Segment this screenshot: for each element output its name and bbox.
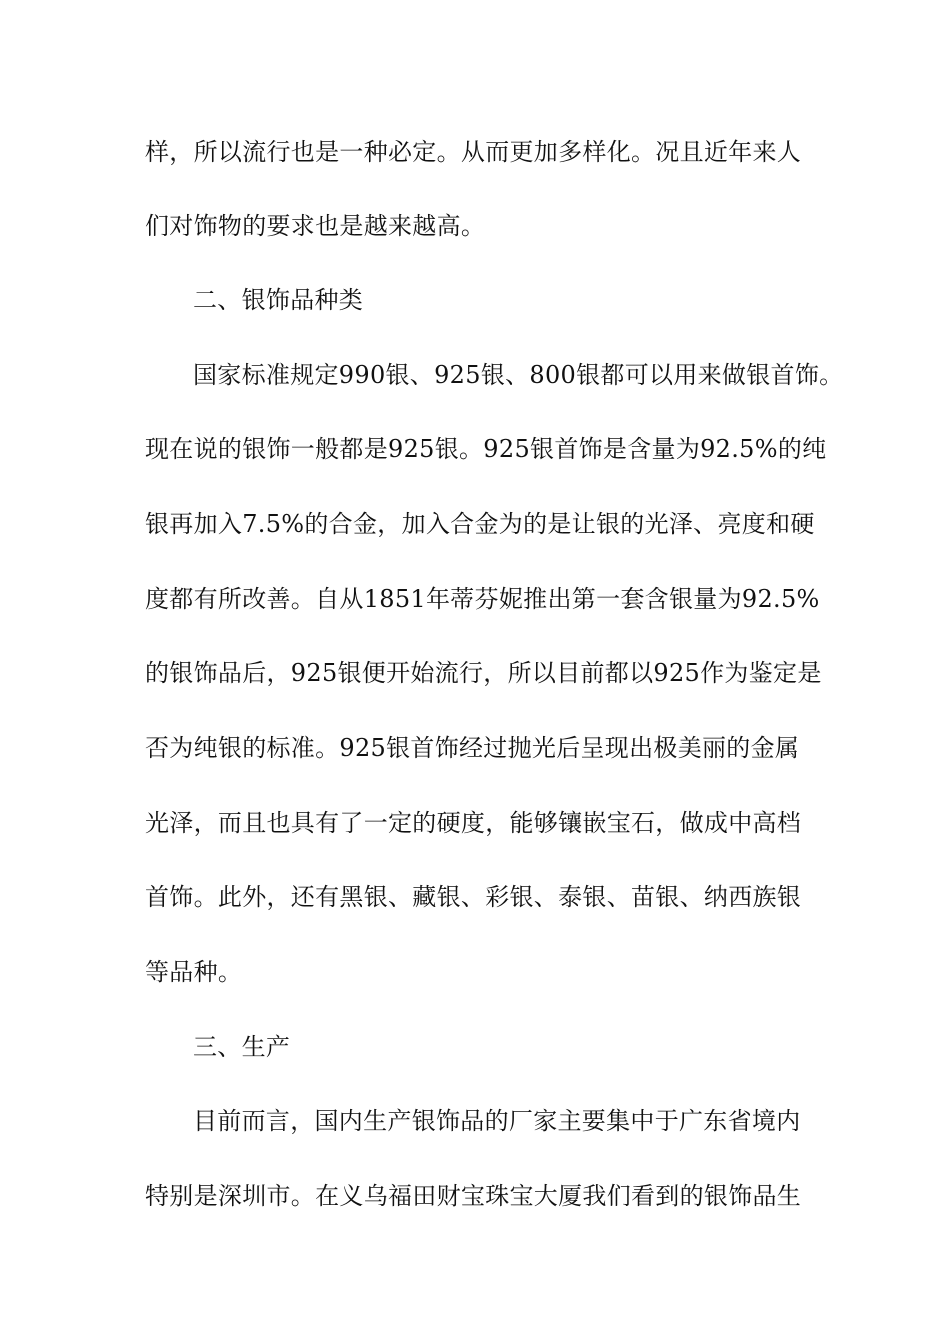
paragraph-line: 否为纯银的标准。925银首饰经过抛光后呈现出极美丽的金属 (145, 734, 800, 762)
paragraph-line: 们对饰物的要求也是越来越高。 (145, 212, 486, 240)
paragraph-line: 国家标准规定990银、925银、800银都可以用来做银首饰。 (193, 361, 844, 389)
paragraph-line: 首饰。此外，还有黑银、藏银、彩银、泰银、苗银、纳西族银 (145, 883, 802, 911)
paragraph-line: 目前而言，国内生产银饰品的厂家主要集中于广东省境内 (193, 1107, 801, 1135)
paragraph-line: 的银饰品后，925银便开始流行，所以目前都以925作为鉴定是 (145, 659, 822, 687)
section-heading: 三、生产 (193, 1033, 291, 1061)
paragraph-line: 度都有所改善。自从1851年蒂芬妮推出第一套含银量为92.5% (145, 585, 820, 613)
section-heading: 二、银饰品种类 (193, 286, 364, 314)
paragraph-line: 光泽，而且也具有了一定的硬度，能够镶嵌宝石，做成中高档 (145, 809, 802, 837)
paragraph-line: 样，所以流行也是一种必定。从而更加多样化。况且近年来人 (145, 138, 802, 166)
paragraph-line: 银再加入7.5%的合金，加入合金为的是让银的光泽、亮度和硬 (145, 510, 815, 538)
paragraph-line: 特别是深圳市。在义乌福田财宝珠宝大厦我们看到的银饰品生 (145, 1182, 802, 1210)
paragraph-line: 现在说的银饰一般都是925银。925银首饰是含量为92.5%的纯 (145, 435, 827, 463)
paragraph-line: 等品种。 (145, 958, 243, 986)
